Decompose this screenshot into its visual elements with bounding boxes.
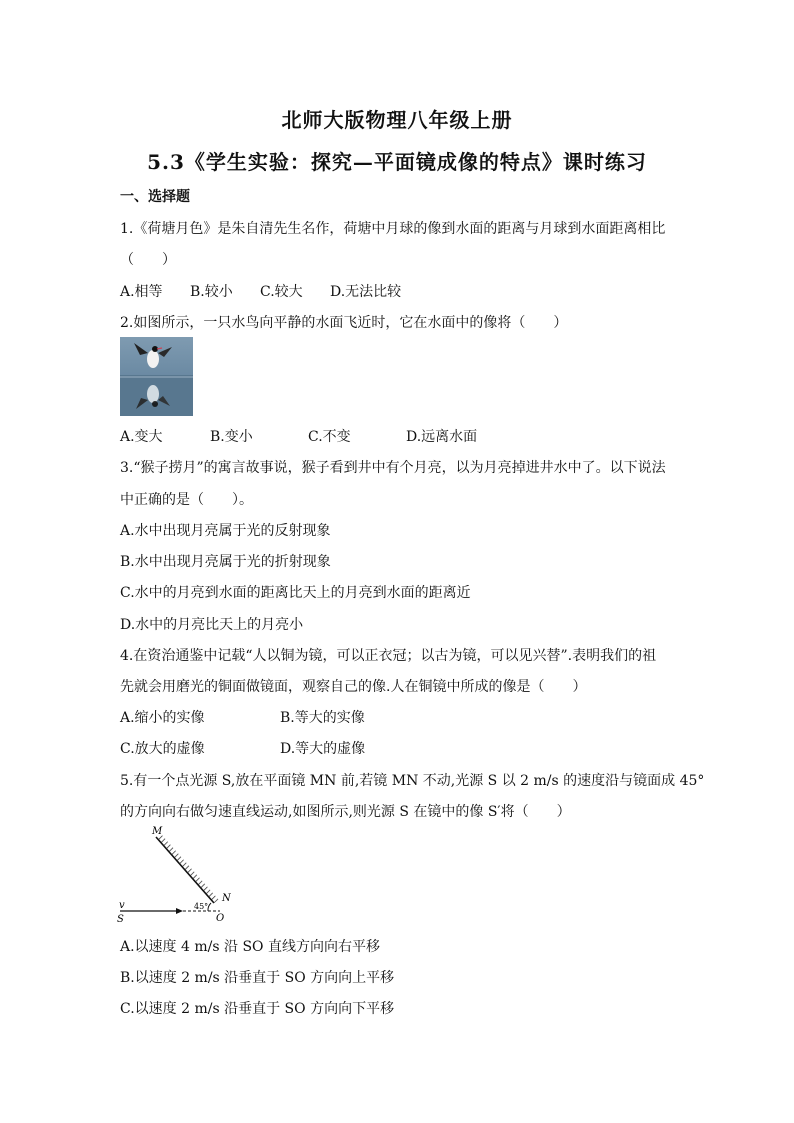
mirror-diagram: [116, 825, 236, 922]
label-v: v: [119, 900, 125, 911]
question-3-text: 3.“猴子捞月”的寓言故事说，猴子看到井中有个月亮，以为月亮掉进井水中了。以下说法: [120, 460, 666, 476]
question-3-option-d: D.水中的月亮比天上的月亮小: [120, 617, 304, 633]
option-a: A.变大: [120, 429, 163, 445]
page-title: 北师大版物理八年级上册: [281, 108, 513, 132]
question-5-text: 5.有一个点光源 S,放在平面镜 MN 前,若镜 MN 不动,光源 S 以 2 m/s 的速度沿与镜面成 45°: [120, 773, 705, 789]
label-m: M: [152, 826, 163, 837]
option-c: C.较大: [260, 284, 303, 300]
option-d: D.远离水面: [406, 429, 478, 445]
question-4-options-row1: [120, 707, 365, 727]
question-3-option-c: C.水中的月亮到水面的距离比天上的月亮到水面的距离近: [120, 585, 471, 601]
section-heading: 一、选择题: [120, 189, 190, 205]
option-b: B.变小: [210, 429, 253, 445]
question-5-option-c: C.以速度 2 m/s 沿垂直于 SO 方向向下平移: [120, 1001, 395, 1017]
option-b: B.等大的实像: [280, 710, 365, 726]
question-4-text: 4.在资治通鉴中记载“人以铜为镜，可以正衣冠；以古为镜，可以见兴替”.表明我们的祖: [120, 648, 657, 664]
question-3-text-cont: 中正确的是（ ）。: [120, 492, 253, 508]
question-5-text-cont: 的方向向右做匀速直线运动,如图所示,则光源 S 在镜中的像 S′将（ ）: [120, 804, 571, 820]
option-c: C.不变: [308, 429, 351, 445]
option-d: D.无法比较: [330, 284, 402, 300]
question-3-option-a: A.水中出现月亮属于光的反射现象: [120, 523, 331, 539]
label-o: O: [216, 913, 225, 922]
option-b: B.较小: [190, 284, 233, 300]
question-2-text: 2.如图所示，一只水鸟向平静的水面飞近时，它在水面中的像将（ ）: [120, 315, 568, 331]
question-5-option-a: A.以速度 4 m/s 沿 SO 直线方向向右平移: [120, 939, 380, 955]
option-d: D.等大的虚像: [280, 741, 366, 757]
question-1-options: [120, 281, 401, 301]
option-a: A.相等: [120, 284, 163, 300]
label-angle: 45°: [194, 902, 209, 911]
label-n: N: [222, 893, 231, 904]
angle-arc: [208, 903, 211, 911]
question-5-option-b: B.以速度 2 m/s 沿垂直于 SO 方向向上平移: [120, 970, 395, 986]
question-4-options-row2: [120, 738, 365, 758]
arrow-head: [176, 908, 183, 914]
question-2-options: [120, 426, 477, 446]
page-subtitle: 5.3《学生实验：探究—平面镜成像的特点》课时练习: [147, 150, 647, 174]
label-s: S: [117, 914, 124, 922]
option-a: A.缩小的实像: [120, 710, 205, 726]
mirror-hatching: [156, 834, 219, 903]
waterbird-photo: [120, 337, 193, 416]
question-1-text: 1.《荷塘月色》是朱自清先生名作，荷塘中月球的像到水面的距离与月球到水面距离相比: [120, 221, 666, 237]
question-4-text-cont: 先就会用磨光的铜面做镜面，观察自己的像.人在铜镜中所成的像是（ ）: [120, 679, 587, 695]
question-1-blank: （ ）: [120, 252, 176, 268]
option-c: C.放大的虚像: [120, 741, 205, 757]
question-3-option-b: B.水中出现月亮属于光的折射现象: [120, 554, 331, 570]
